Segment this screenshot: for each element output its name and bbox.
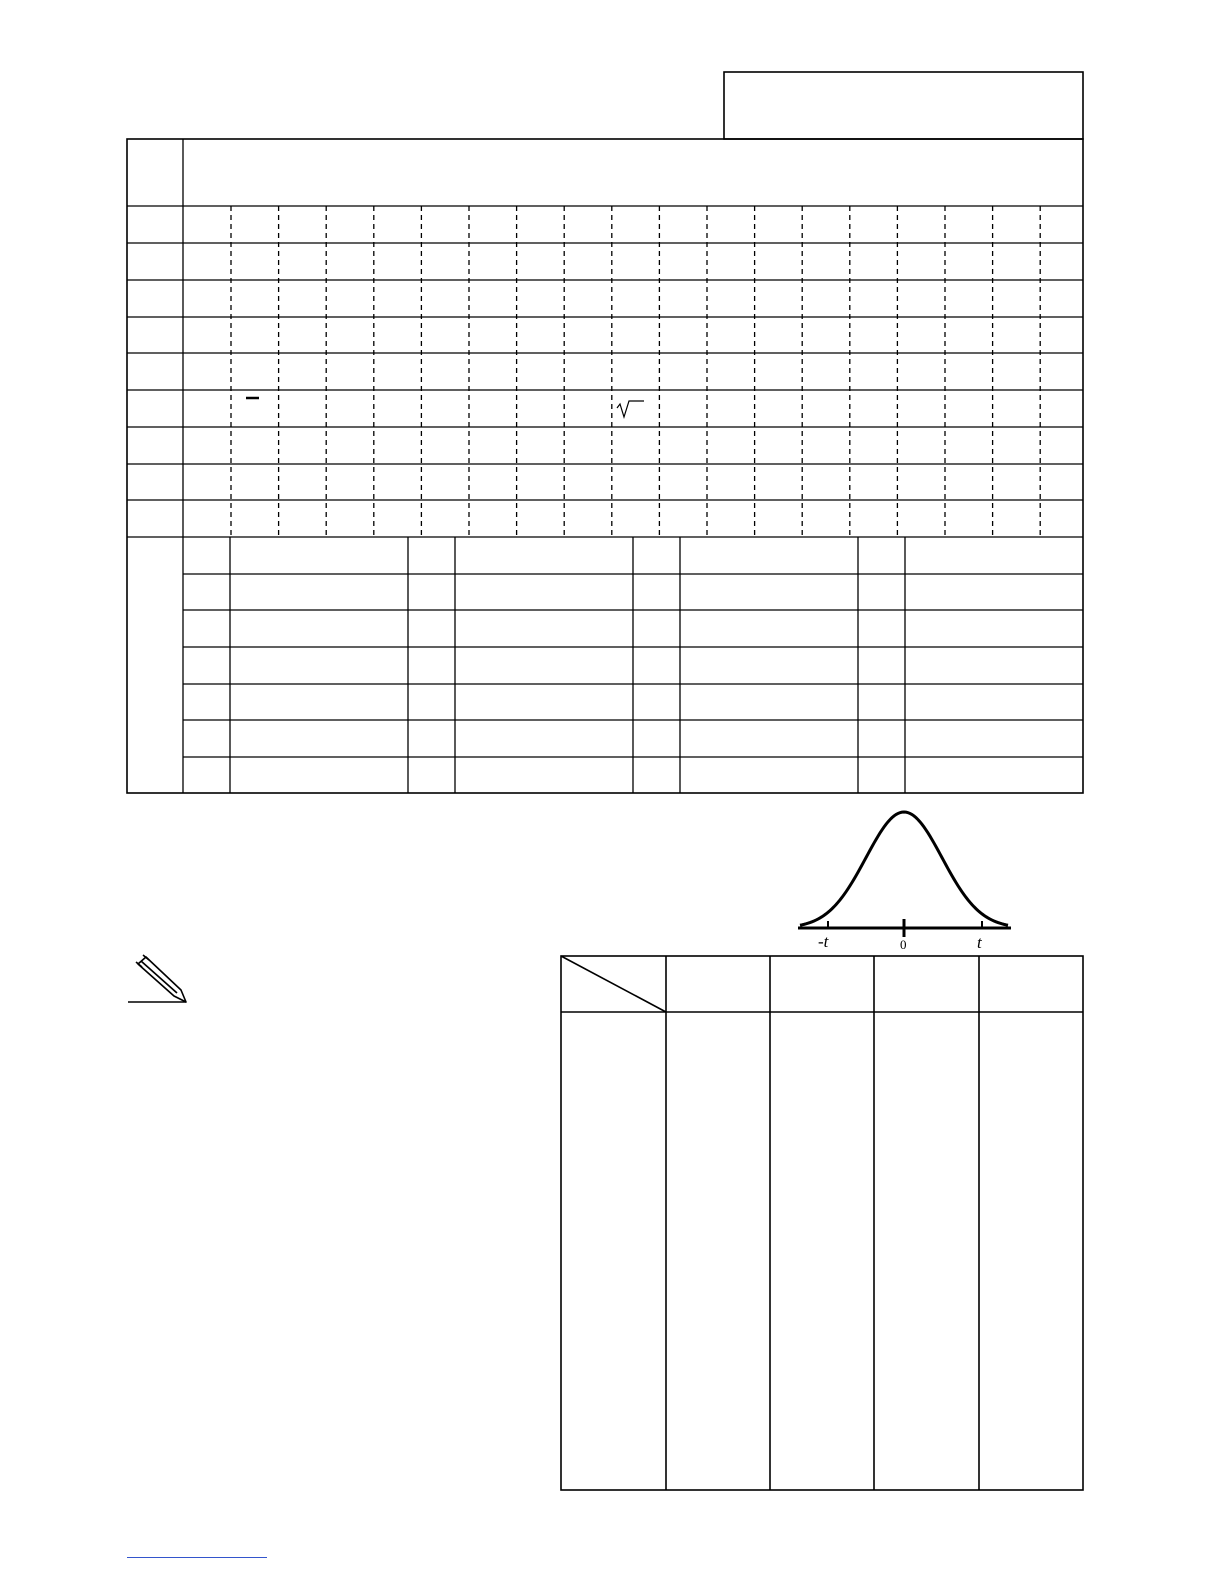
bell-curve bbox=[800, 812, 1008, 925]
t-table bbox=[556, 952, 1088, 1496]
footer-rule bbox=[127, 1557, 267, 1558]
square-root-symbol bbox=[617, 401, 644, 417]
t-distribution-curve bbox=[790, 800, 1020, 960]
main-frame bbox=[127, 139, 1083, 793]
pencil-icon bbox=[120, 950, 200, 1010]
title-box bbox=[724, 72, 1083, 139]
t-table-diagonal bbox=[561, 956, 666, 1012]
t-table-frame bbox=[561, 956, 1083, 1490]
neg-t-label: -t bbox=[818, 932, 829, 951]
t-label: t bbox=[977, 933, 982, 952]
zero-label: 0 bbox=[900, 937, 907, 952]
